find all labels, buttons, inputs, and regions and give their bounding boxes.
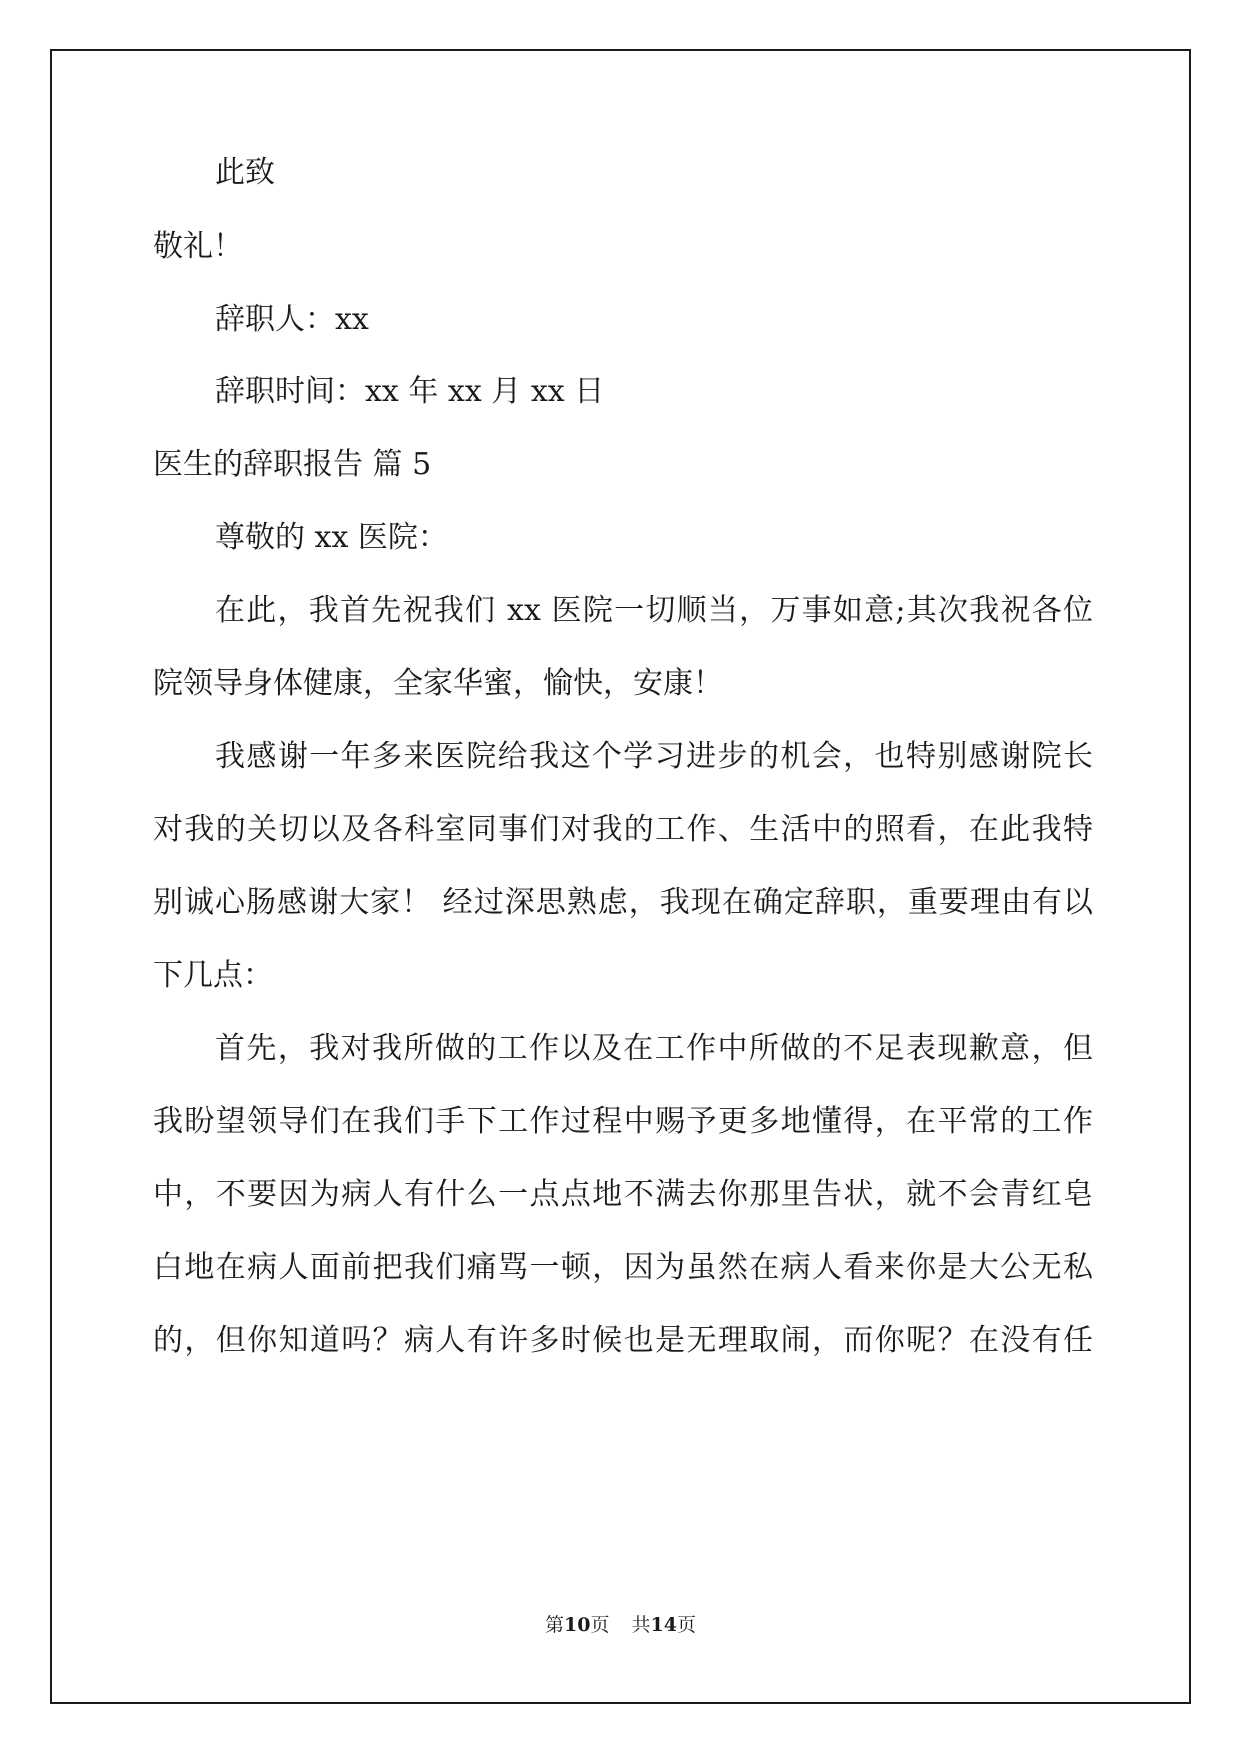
paragraph-line: 在此，我首先祝我们 xx 医院一切顺当，万事如意;其次我祝各位 (215, 593, 1093, 628)
resignation-date-line: 辞职时间：xx 年 xx 月 xx 日 (215, 374, 605, 409)
closing-salutation: 此致 (215, 155, 275, 190)
page-suffix: 页 (590, 1614, 610, 1636)
section-title: 医生的辞职报告 篇 5 (153, 447, 432, 482)
closing-regards: 敬礼！ (153, 229, 243, 264)
paragraph-line: 下几点： (153, 958, 273, 993)
total-prefix: 共 (631, 1614, 651, 1636)
paragraph-line: 我盼望领导们在我们手下工作过程中赐予更多地懂得，在平常的工作 (153, 1104, 1093, 1139)
paragraph-line: 我感谢一年多来医院给我这个学习进步的机会，也特别感谢院长 (215, 739, 1093, 774)
page-border (50, 49, 1191, 1704)
total-suffix: 页 (676, 1614, 696, 1636)
paragraph-line: 对我的关切以及各科室同事们对我的工作、生活中的照看，在此我特 (153, 812, 1093, 847)
page-number-footer (0, 1613, 1241, 1637)
current-page-number: 10 (564, 1614, 591, 1636)
resigner-line: 辞职人：xx (215, 302, 369, 337)
paragraph-line: 的，但你知道吗？病人有许多时候也是无理取闹，而你呢？在没有任 (153, 1323, 1093, 1358)
total-page-number: 14 (650, 1614, 677, 1636)
paragraph-line: 中，不要因为病人有什么一点点地不满去你那里告状，就不会青红皂 (153, 1177, 1093, 1212)
page-prefix: 第 (545, 1614, 565, 1636)
letter-greeting: 尊敬的 xx 医院： (215, 520, 448, 555)
paragraph-line: 首先，我对我所做的工作以及在工作中所做的不足表现歉意，但 (215, 1031, 1093, 1066)
paragraph-line: 别诚心肠感谢大家！ 经过深思熟虑，我现在确定辞职，重要理由有以 (153, 885, 1093, 920)
paragraph-line: 白地在病人面前把我们痛骂一顿，因为虽然在病人看来你是大公无私 (153, 1250, 1093, 1285)
paragraph-line: 院领导身体健康，全家华蜜，愉快，安康！ (153, 666, 723, 701)
